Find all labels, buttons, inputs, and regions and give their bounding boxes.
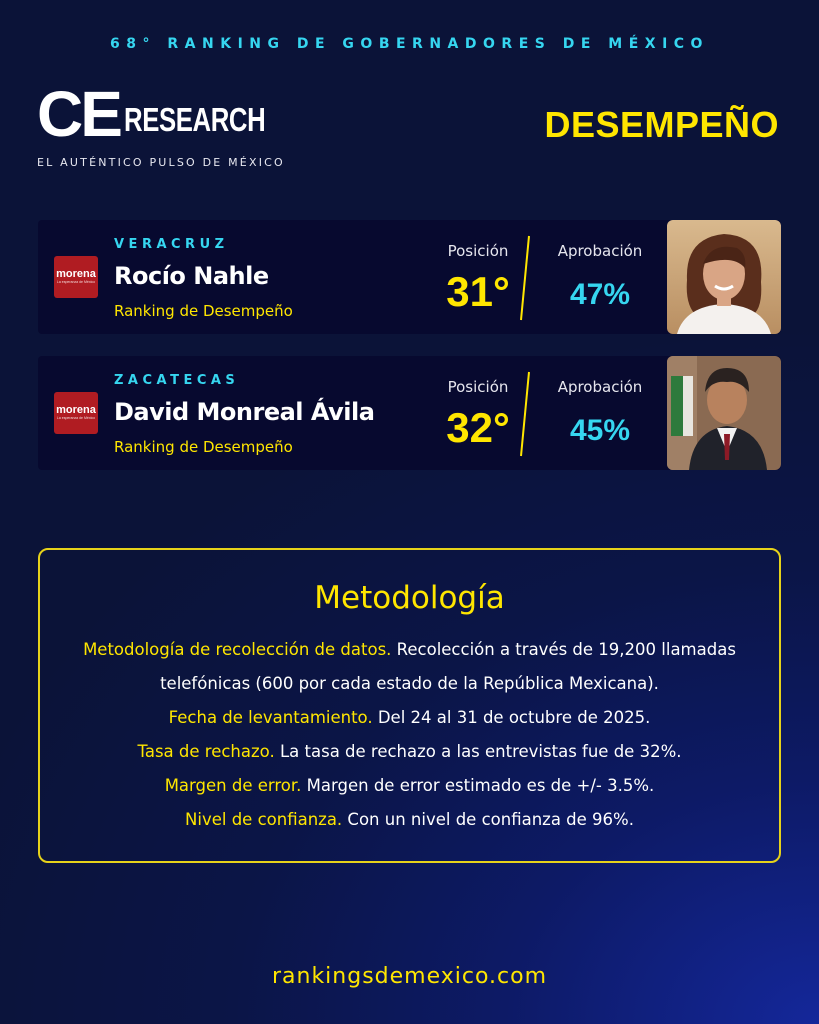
- approval-value: 45%: [569, 414, 631, 447]
- methodology-highlight: Margen de error.: [164, 776, 302, 795]
- governor-name: Rocío Nahle: [114, 262, 269, 290]
- methodology-line: [40, 674, 779, 693]
- ranking-title: 68° RANKING DE GOBERNADORES DE MÉXICO: [110, 36, 709, 52]
- ranking-label: Ranking de Desempeño: [114, 302, 293, 320]
- party-name: morena: [56, 404, 96, 416]
- methodology-text: La tasa de rechazo a las entrevistas fue de 32%.: [274, 742, 682, 761]
- position-value: 32°: [446, 404, 510, 451]
- state-name: VERACRUZ: [114, 237, 229, 252]
- position-label: Posición: [447, 378, 509, 396]
- party-name: morena: [56, 268, 96, 280]
- methodology-line: [40, 640, 779, 659]
- position-label: Posición: [447, 242, 509, 260]
- methodology-highlight: Fecha de levantamiento.: [168, 708, 373, 727]
- morena-party-logo: [54, 392, 98, 434]
- position-value: 31°: [446, 268, 510, 315]
- party-slogan: La esperanza de México: [56, 416, 96, 420]
- approval-value: 47%: [569, 278, 631, 311]
- logo-research-text: RESEARCH: [123, 101, 266, 138]
- divider-line: [516, 234, 534, 322]
- methodology-text: Recolección a través de 19,200 llamadas: [391, 640, 736, 659]
- ce-research-logo: [37, 78, 305, 150]
- methodology-title: Metodología: [314, 580, 505, 616]
- methodology-highlight: Metodología de recolección de datos.: [83, 640, 392, 659]
- methodology-highlight: Tasa de rechazo.: [137, 742, 275, 761]
- logo-ce-text: CE: [37, 78, 120, 150]
- morena-party-logo: [54, 256, 98, 298]
- governor-photo: [667, 220, 781, 334]
- governor-name: David Monreal Ávila: [114, 398, 375, 426]
- methodology-text: Margen de error estimado es de +/- 3.5%.: [301, 776, 655, 795]
- ranking-label: Ranking de Desempeño: [114, 438, 293, 456]
- methodology-line: [40, 776, 779, 795]
- approval-label: Aprobación: [557, 242, 643, 260]
- methodology-box: [38, 548, 781, 863]
- approval-label: Aprobación: [557, 378, 643, 396]
- section-title: DESEMPEÑO: [544, 104, 779, 145]
- divider-line: [516, 370, 534, 458]
- methodology-text: Con un nivel de confianza de 96%.: [342, 810, 634, 829]
- party-slogan: La esperanza de México: [56, 280, 96, 284]
- methodology-line: [40, 708, 779, 727]
- governor-photo: [667, 356, 781, 470]
- methodology-highlight: Nivel de confianza.: [185, 810, 343, 829]
- footer-url[interactable]: rankingsdemexico.com: [271, 964, 548, 989]
- governor-card-zacatecas: [38, 356, 781, 470]
- methodology-line: [40, 810, 779, 829]
- methodology-text: telefónicas (600 por cada estado de la República Mexicana).: [160, 674, 659, 693]
- governor-card-veracruz: [38, 220, 781, 334]
- methodology-text: Del 24 al 31 de octubre de 2025.: [372, 708, 651, 727]
- methodology-line: [40, 742, 779, 761]
- logo-tagline: EL AUTÉNTICO PULSO DE MÉXICO: [37, 156, 285, 169]
- state-name: ZACATECAS: [114, 373, 240, 388]
